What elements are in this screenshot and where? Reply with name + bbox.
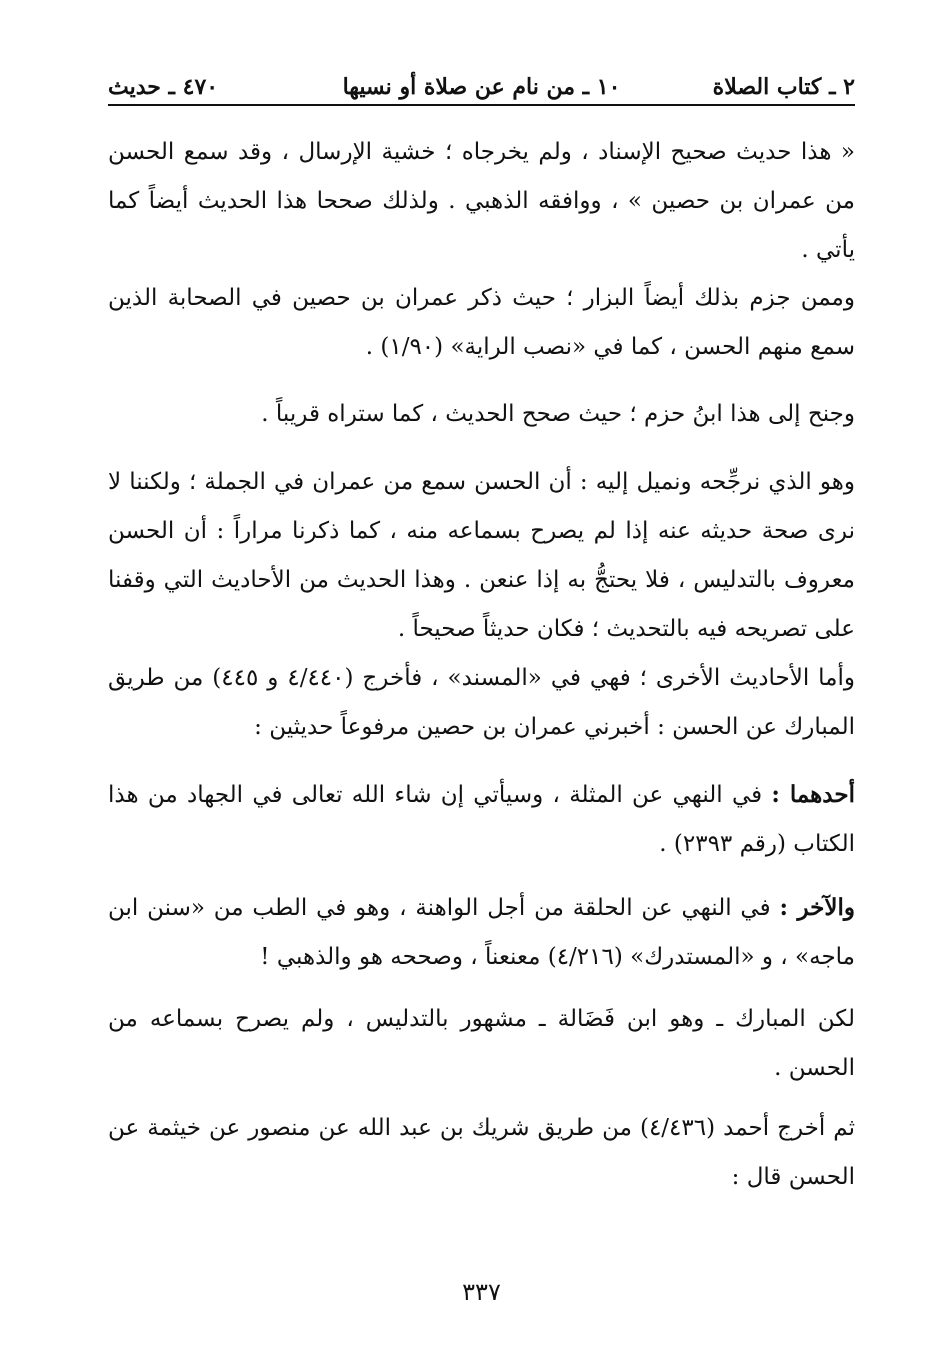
paragraph: وممن جزم بذلك أيضاً البزار ؛ حيث ذكر عمران بن حصين في الصحابة الذين سمع منهم الحسن ، كما في «نصب الراية» (١/٩٠) . bbox=[108, 285, 855, 360]
paragraph-lead: والآخر : bbox=[779, 894, 855, 921]
paragraph: « هذا حديث صحيح الإسناد ، ولم يخرجاه ؛ خشية الإرسال ، وقد سمع الحسن من عمران بن حصين » ، ووافقه الذهبي . ولذلك صححا هذا الحديث أيضاً كما يأتي . bbox=[108, 139, 855, 263]
running-header bbox=[108, 70, 855, 106]
header-chapter-title: ١٠ ـ من نام عن صلاة أو نسيها bbox=[342, 74, 621, 100]
paragraph: لكن المبارك ـ وهو ابن فَضَالة ـ مشهور بالتدليس ، ولم يصرح بسماعه من الحسن . bbox=[108, 1006, 855, 1081]
paragraph: ثم أخرج أحمد (٤/٤٣٦) من طريق شريك بن عبد الله عن منصور عن خيثمة عن الحسن قال : bbox=[108, 1115, 855, 1190]
page-number: ٣٣٧ bbox=[462, 1278, 501, 1306]
paragraph: وجنح إلى هذا ابنُ حزم ؛ حيث صحح الحديث ، كما ستراه قريباً . bbox=[261, 401, 855, 427]
book-page bbox=[108, 0, 855, 1371]
paragraph: وهو الذي نرجِّحه ونميل إليه : أن الحسن سمع من عمران في الجملة ؛ ولكننا لا نرى صحة حديثه عنه إذا لم يصرح بسماعه منه ، كما ذكرنا مراراً : أن الحسن معروف بالتدليس ، فلا يحتجُّ به إذا عنعن . وهذا الحديث من الأحاديث التي وقفنا على تصريحه فيه بالتحديث ؛ فكان حديثاً صحيحاً . bbox=[108, 469, 855, 642]
paragraph: وأما الأحاديث الأخرى ؛ فهي في «المسند» ، فأخرج (٤/٤٤٠ و ٤٤٥) من طريق المبارك عن الحسن : أخبرني عمران بن حصين مرفوعاً حديثين : bbox=[108, 665, 855, 740]
paragraph-lead: أحدهما : bbox=[771, 781, 855, 808]
header-book-title: ٢ ـ كتاب الصلاة bbox=[712, 74, 855, 100]
paragraph: والآخر : في النهي عن الحلقة من أجل الواهنة ، وهو في الطب من «سنن ابن ماجه» ، و «المستدرك» (٤/٢١٦) معنعناً ، وصححه هو والذهبي ! bbox=[108, 894, 855, 970]
paragraph: أحدهما : في النهي عن المثلة ، وسيأتي إن شاء الله تعالى في الجهاد من هذا الكتاب (رقم ٢٣٩٣) . bbox=[108, 781, 855, 857]
header-hadith-number: ٤٧٠ ـ حديث bbox=[108, 74, 219, 100]
